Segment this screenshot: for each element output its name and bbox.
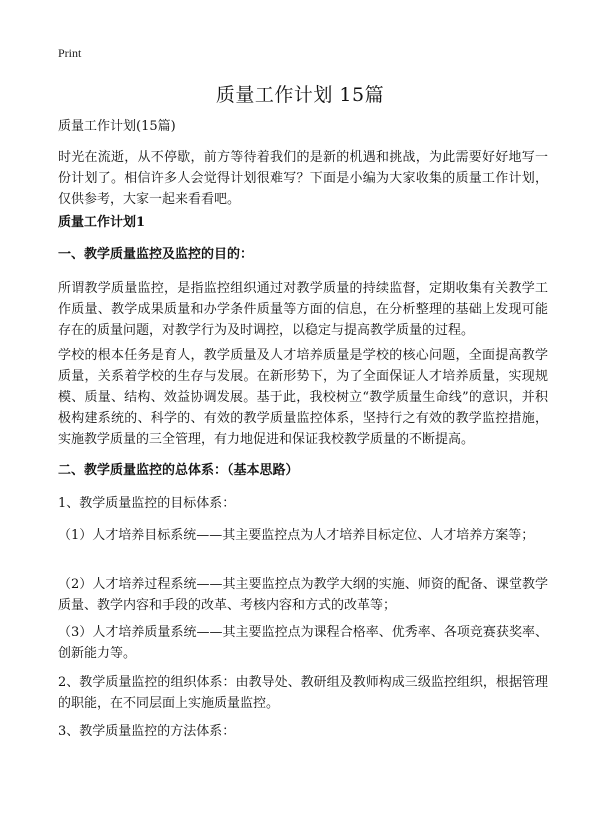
- intro-paragraph: 时光在流逝，从不停歇，前方等待着我们的是新的机遇和挑战，为此需要好好地写一份计划了。相信许多人会觉得计划很难写？下面是小编为大家收集的质量工作计划，仅供参考，大家一起来看看吧。: [58, 150, 548, 207]
- heading-2: 二、教学质量监控的总体系：（基本思路）: [58, 463, 299, 478]
- document-subtitle: 质量工作计划(15篇): [58, 119, 176, 134]
- section-title: 质量工作计划1: [58, 215, 146, 230]
- list-item-3: 3、教学质量监控的方法体系：: [58, 724, 236, 739]
- list-item-2: 2、教学质量监控的组织体系：由教导处、教研组及教师构成三级监控组织，根据管理的职能，在不同层面上实施质量监控。: [58, 675, 548, 711]
- paragraph-2: 学校的根本任务是育人，教学质量及人才培养质量是学校的核心问题，全面提高教学质量，关系着学校的生存与发展。在新形势下，为了全面保证人才培养质量，实现规模、质量、结构、效益协调发展。基于此，我校树立“教学质量生命线”的意识，并积极构建系统的、科学的、有效的教学质量监控体系，坚持行之有效的教学监控措施，实施教学质量的三全管理，有力地促进和保证我校教学质量的不断提高。: [58, 348, 548, 447]
- list-item-1: 1、教学质量监控的目标体系：: [58, 496, 236, 511]
- heading-1: 一、教学质量监控及监控的目的：: [58, 247, 254, 262]
- document-title: 质量工作计划 15篇: [215, 84, 385, 106]
- sub-item-1: （1）人才培养目标系统——其主要监控点为人才培养目标定位、人才培养方案等；: [58, 528, 535, 543]
- sub-item-2: （2）人才培养过程系统——其主要监控点为教学大纲的实施、师资的配备、课堂教学质量、教学内容和手段的改革、考核内容和方式的改革等；: [58, 577, 548, 613]
- paragraph-1: 所谓教学质量监控，是指监控组织通过对教学质量的持续监督，定期收集有关教学工作质量、教学成果质量和办学条件质量等方面的信息，在分析整理的基础上发现可能存在的质量问题，对教学行为及时调控，以稳定与提高教学质量的过程。: [58, 281, 548, 338]
- print-label[interactable]: Print: [58, 46, 82, 60]
- sub-item-3: （3）人才培养质量系统——其主要监控点为课程合格率、优秀率、各项竞赛获奖率、创新能力等。: [58, 625, 548, 661]
